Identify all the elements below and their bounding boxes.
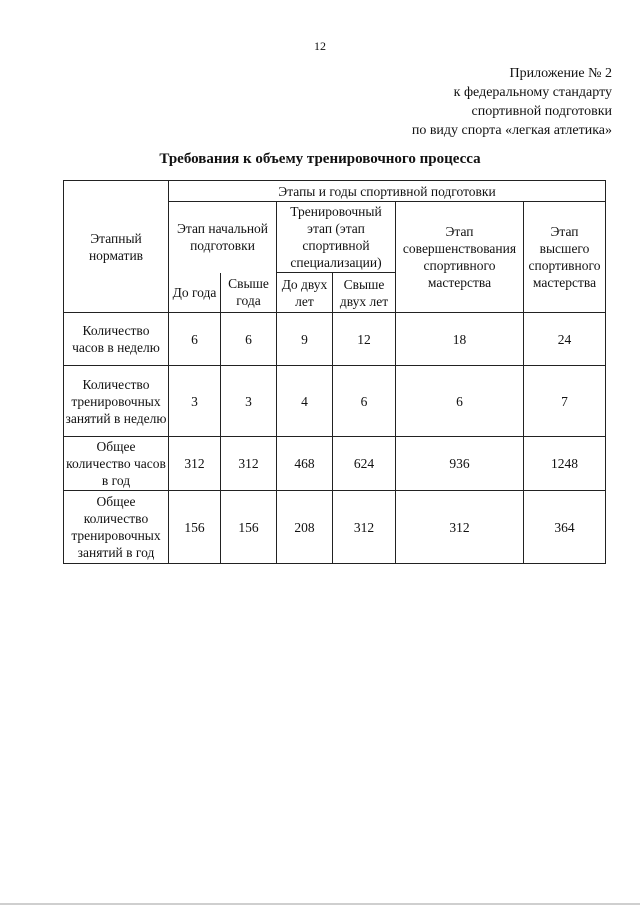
requirements-table bbox=[63, 180, 606, 564]
header-stages-group: Этапы и годы спортивной подготовки bbox=[169, 181, 606, 202]
table-cell: 7 bbox=[524, 366, 606, 437]
appendix-line-1: Приложение № 2 bbox=[509, 66, 612, 81]
table-row bbox=[64, 313, 606, 366]
table-cell: 156 bbox=[169, 491, 221, 564]
table-cell: 312 bbox=[221, 437, 277, 491]
appendix-block bbox=[412, 64, 612, 140]
header-sub-up-to-year: До года bbox=[169, 273, 221, 313]
row-label: Количество часов в неделю bbox=[64, 313, 169, 366]
table-row bbox=[64, 491, 606, 564]
table-cell: 156 bbox=[221, 491, 277, 564]
table-row bbox=[64, 437, 606, 491]
header-stage-highest: Этап высшего спортивного мастерства bbox=[524, 202, 606, 313]
header-sub-up-to-two-years: До двух лет bbox=[277, 273, 333, 313]
table-cell: 4 bbox=[277, 366, 333, 437]
table-cell: 6 bbox=[333, 366, 396, 437]
header-sub-over-year: Свыше года bbox=[221, 273, 277, 313]
table-cell: 208 bbox=[277, 491, 333, 564]
table-cell: 624 bbox=[333, 437, 396, 491]
header-stage-improvement: Этап совершенствования спортивного мастерства bbox=[396, 202, 524, 313]
row-label: Количество тренировочных занятий в неделю bbox=[64, 366, 169, 437]
table-cell: 3 bbox=[169, 366, 221, 437]
table-cell: 312 bbox=[396, 491, 524, 564]
table-cell: 1248 bbox=[524, 437, 606, 491]
header-standard: Этапный норматив bbox=[64, 181, 169, 313]
header-stage-initial: Этап начальной подготовки bbox=[169, 202, 277, 273]
page-number: 12 bbox=[314, 39, 326, 53]
table-cell: 364 bbox=[524, 491, 606, 564]
table-cell: 9 bbox=[277, 313, 333, 366]
table-cell: 24 bbox=[524, 313, 606, 366]
table-row bbox=[64, 366, 606, 437]
table-cell: 6 bbox=[221, 313, 277, 366]
header-sub-over-two-years: Свыше двух лет bbox=[333, 273, 396, 313]
appendix-line-3: спортивной подготовки bbox=[471, 104, 612, 119]
appendix-line-2: к федеральному стандарту bbox=[453, 85, 612, 100]
table-cell: 312 bbox=[333, 491, 396, 564]
table-cell: 312 bbox=[169, 437, 221, 491]
row-label: Общее количество тренировочных занятий в год bbox=[64, 491, 169, 564]
appendix-line-4: по виду спорта «легкая атлетика» bbox=[411, 123, 612, 138]
row-label: Общее количество часов в год bbox=[64, 437, 169, 491]
document-title: Требования к объему тренировочного процесса bbox=[159, 151, 481, 167]
table-cell: 468 bbox=[277, 437, 333, 491]
table-cell: 3 bbox=[221, 366, 277, 437]
table-cell: 6 bbox=[169, 313, 221, 366]
table-cell: 6 bbox=[396, 366, 524, 437]
table-header-row bbox=[64, 181, 606, 202]
header-stage-training: Тренировочный этап (этап спортивной специализации) bbox=[277, 202, 396, 273]
table-cell: 12 bbox=[333, 313, 396, 366]
table-cell: 18 bbox=[396, 313, 524, 366]
table-cell: 936 bbox=[396, 437, 524, 491]
